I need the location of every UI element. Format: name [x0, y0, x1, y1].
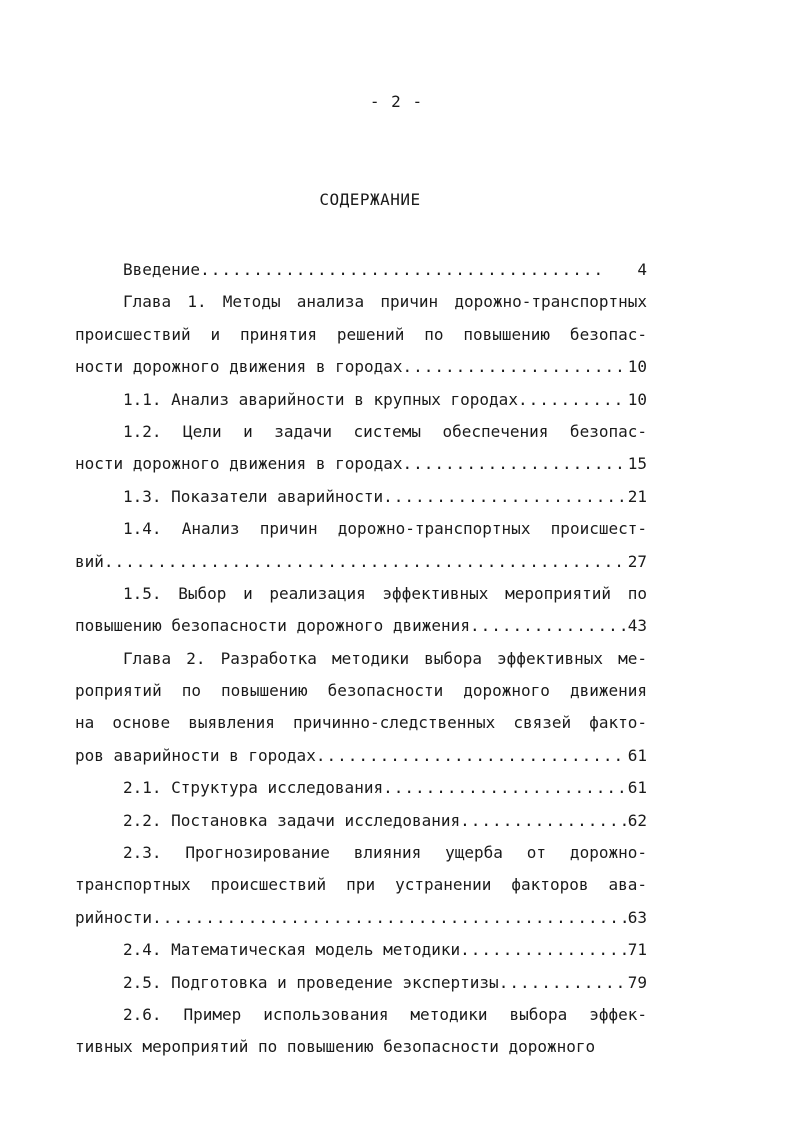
dot-leader	[200, 254, 604, 286]
toc-entry-text: Введение	[123, 260, 201, 279]
dot-leader	[403, 351, 626, 383]
dot-leader	[383, 481, 626, 513]
toc-page-number: 61	[627, 745, 647, 765]
dot-leader	[403, 448, 626, 480]
toc-entry-1-2-end	[75, 448, 647, 480]
toc-page-number: 71	[627, 940, 647, 960]
toc-entry-text: Глава 1. Методы анализа причин дорожно-транспортных	[123, 292, 647, 312]
dot-leader	[460, 805, 626, 837]
toc-page-number: 27	[627, 551, 647, 571]
toc-page-number: 21	[627, 486, 647, 506]
toc-entry-2-3[interactable]	[75, 837, 647, 869]
dot-leader	[104, 546, 626, 578]
toc-entry-text: 2.4. Математическая модель методики	[123, 940, 461, 960]
toc-entry-2-4[interactable]	[75, 934, 647, 966]
toc-page-number: 63	[627, 907, 647, 927]
toc-page-number: 79	[627, 972, 647, 992]
dot-leader	[152, 902, 626, 934]
toc-entry-text: 1.2. Цели и задачи системы обеспечения безопас-	[123, 421, 647, 441]
table-of-contents	[75, 254, 647, 1064]
toc-entry-text: 1.3. Показатели аварийности	[123, 486, 384, 506]
toc-entry-text: Глава 2. Разработка методики выбора эффективных ме-	[123, 648, 647, 668]
toc-entry-2-2[interactable]	[75, 805, 647, 837]
toc-page-number: 4	[637, 260, 647, 279]
toc-entry-1-3[interactable]	[75, 481, 647, 513]
toc-entry-text: транспортных происшествий при устранении факторов ава-	[75, 875, 647, 895]
toc-title: СОДЕРЖАНИЕ	[319, 190, 421, 209]
toc-entry-chapter-2-end	[75, 740, 647, 772]
toc-entry-text: на основе выявления причинно-следственных связей факто-	[75, 713, 647, 733]
toc-entry-chapter-1-cont	[75, 319, 647, 351]
toc-entry-text: 2.1. Структура исследования	[123, 778, 384, 798]
toc-entry-text: 2.2. Постановка задачи исследования	[123, 810, 461, 830]
toc-entry-text: 2.6. Пример использования методики выбора эффек-	[123, 1004, 647, 1024]
toc-entry-1-4[interactable]	[75, 513, 647, 545]
toc-entry-text: тивных мероприятий по повышению безопасности дорожного	[75, 1037, 596, 1057]
toc-entry-text: 1.1. Анализ аварийности в крупных городах	[123, 389, 518, 409]
toc-entry-text: вий	[75, 551, 104, 571]
toc-page-number: 61	[627, 778, 647, 798]
toc-entry-1-1[interactable]	[75, 384, 647, 416]
dot-leader	[518, 384, 626, 416]
toc-entry-text: 2.5. Подготовка и проведение экспертизы	[123, 972, 499, 992]
toc-entry-chapter-2[interactable]	[75, 643, 647, 675]
toc-entry-text: роприятий по повышению безопасности дорожного движения	[75, 681, 647, 701]
dot-leader	[383, 772, 626, 804]
toc-page-number: 10	[627, 389, 647, 409]
toc-entry-1-4-end	[75, 546, 647, 578]
toc-entry-chapter-2-cont	[75, 675, 647, 707]
toc-entry-chapter-1[interactable]	[75, 286, 647, 318]
page-number: - 2 -	[369, 92, 424, 111]
toc-entry-1-5[interactable]	[75, 578, 647, 610]
toc-entry-text: ров аварийности в городах	[75, 745, 316, 765]
toc-entry-2-3-end	[75, 902, 647, 934]
toc-entry-text: рийности	[75, 907, 153, 927]
toc-entry-text: 1.4. Анализ причин дорожно-транспортных происшест-	[123, 519, 647, 539]
toc-entry-2-1[interactable]	[75, 772, 647, 804]
toc-entry-text: ности дорожного движения в городах	[75, 357, 403, 377]
dot-leader	[499, 967, 626, 999]
toc-entry-text: 1.5. Выбор и реализация эффективных мероприятий по	[123, 583, 647, 603]
toc-entry-intro[interactable]	[75, 254, 647, 286]
toc-page-number: 15	[627, 454, 647, 474]
toc-entry-2-6[interactable]	[75, 999, 647, 1031]
toc-entry-text: 2.3. Прогнозирование влияния ущерба от дорожно-	[123, 843, 647, 863]
toc-entry-2-3-cont	[75, 869, 647, 901]
toc-entry-1-2[interactable]	[75, 416, 647, 448]
toc-entry-text: ности дорожного движения в городах	[75, 454, 403, 474]
dot-leader	[470, 610, 626, 642]
dot-leader	[460, 934, 626, 966]
toc-page-number: 10	[627, 357, 647, 377]
toc-entry-chapter-1-end	[75, 351, 647, 383]
toc-page-number: 43	[627, 616, 647, 636]
toc-entry-2-5[interactable]	[75, 967, 647, 999]
toc-entry-text: происшествий и принятия решений по повышению безопас-	[75, 324, 647, 344]
toc-entry-1-5-end	[75, 610, 647, 642]
toc-entry-2-6-cont	[75, 1031, 647, 1063]
toc-entry-text: повышению безопасности дорожного движения	[75, 616, 470, 636]
toc-entry-chapter-2-cont	[75, 707, 647, 739]
dot-leader	[316, 740, 626, 772]
toc-page-number: 62	[627, 810, 647, 830]
